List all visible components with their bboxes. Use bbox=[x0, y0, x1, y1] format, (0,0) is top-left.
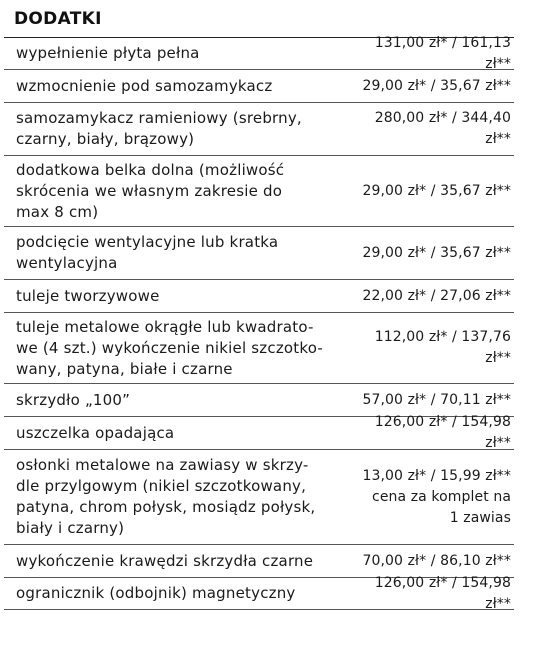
item-price bbox=[351, 33, 514, 75]
item-price bbox=[351, 181, 514, 202]
item-name-line: we (4 szt.) wykończenie nikiel szczotko- bbox=[16, 338, 323, 357]
item-name-line: max 8 cm) bbox=[16, 202, 99, 221]
item-price-line: 280,00 zł* / 344,40 zł** bbox=[374, 110, 511, 147]
item-name bbox=[4, 108, 351, 150]
item-name-line: wykończenie krawędzi skrzydła czarne bbox=[16, 551, 314, 570]
item-name-line: wentylacyjna bbox=[16, 254, 118, 272]
table-row bbox=[4, 312, 514, 383]
item-name-line: dodatkowa belka dolna (możliwość bbox=[16, 160, 285, 179]
item-name-line: skrócenia we własnym zakresie do bbox=[16, 181, 283, 200]
item-name bbox=[4, 160, 351, 223]
table-row bbox=[4, 416, 514, 449]
item-name-line: biały i czarny) bbox=[16, 519, 125, 537]
item-name bbox=[4, 43, 351, 64]
item-name bbox=[4, 286, 351, 307]
item-price-line: 29,00 zł* / 35,67 zł** bbox=[362, 77, 511, 94]
item-price-line: 70,00 zł* / 86,10 zł** bbox=[362, 552, 511, 569]
item-name-line: osłonki metalowe na zawiasy w skrzy- bbox=[16, 456, 309, 474]
item-name-line: skrzydło „100” bbox=[16, 390, 131, 409]
item-name bbox=[4, 455, 351, 539]
item-name bbox=[4, 551, 351, 572]
item-price bbox=[351, 412, 514, 454]
item-price bbox=[351, 243, 514, 264]
section-title: DODATKI bbox=[14, 9, 102, 29]
price-table bbox=[4, 34, 514, 612]
item-name-line: wzmocnienie pod samozamykacz bbox=[16, 76, 273, 95]
table-row bbox=[4, 574, 514, 612]
item-name bbox=[4, 423, 351, 444]
item-name bbox=[4, 317, 351, 380]
table-row bbox=[4, 102, 514, 155]
table-row bbox=[4, 226, 514, 279]
item-price-line: 126,00 zł* / 154,98 zł** bbox=[374, 414, 511, 451]
item-price-line: 131,00 zł* / 161,13 zł** bbox=[374, 34, 511, 72]
item-price-line: 126,00 zł* / 154,98 zł** bbox=[374, 574, 511, 612]
item-price bbox=[351, 551, 514, 572]
item-price-line: 13,00 zł* / 15,99 zł** bbox=[362, 467, 511, 484]
item-price bbox=[351, 76, 514, 97]
item-name-line: uszczelka opadająca bbox=[16, 423, 175, 442]
item-name-line: dle przylgowym (nikiel szczotkowany, bbox=[16, 477, 307, 495]
item-price-line: 22,00 zł* / 27,06 zł** bbox=[362, 287, 511, 304]
item-name-line: ogranicznik (odbojnik) magnetyczny bbox=[16, 584, 296, 602]
item-name bbox=[4, 583, 351, 604]
item-name-line: czarny, biały, brązowy) bbox=[16, 130, 195, 148]
item-price-line: 1 zawias bbox=[449, 509, 511, 526]
item-name-line: samozamykacz ramieniowy (srebrny, bbox=[16, 109, 302, 127]
table-row bbox=[4, 449, 514, 544]
item-price-line: 29,00 zł* / 35,67 zł** bbox=[362, 182, 511, 199]
item-name-line: patyna, chrom połysk, mosiądz połysk, bbox=[16, 498, 316, 516]
table-row bbox=[4, 279, 514, 312]
item-price bbox=[351, 390, 514, 411]
item-name-line: tuleje metalowe okrągłe lub kwadrato- bbox=[16, 317, 314, 336]
item-price-line: 112,00 zł* / 137,76 zł** bbox=[374, 329, 511, 366]
item-price bbox=[351, 573, 514, 615]
item-name-line: tuleje tworzywowe bbox=[16, 286, 160, 305]
item-price bbox=[351, 108, 514, 150]
item-name bbox=[4, 232, 351, 274]
item-name-line: podcięcie wentylacyjne lub kratka bbox=[16, 233, 279, 251]
table-row bbox=[4, 34, 514, 72]
item-price-line: 29,00 zł* / 35,67 zł** bbox=[362, 244, 511, 261]
table-row bbox=[4, 155, 514, 226]
item-name-line: wany, patyna, białe i czarne bbox=[16, 359, 233, 378]
item-price-line: 57,00 zł* / 70,11 zł** bbox=[362, 391, 511, 408]
item-name-line: wypełnienie płyta pełna bbox=[16, 44, 200, 62]
item-price-line: cena za komplet na bbox=[372, 488, 511, 505]
item-price bbox=[351, 466, 514, 529]
item-price bbox=[351, 327, 514, 369]
item-name bbox=[4, 76, 351, 97]
item-price bbox=[351, 286, 514, 307]
item-name bbox=[4, 390, 351, 411]
